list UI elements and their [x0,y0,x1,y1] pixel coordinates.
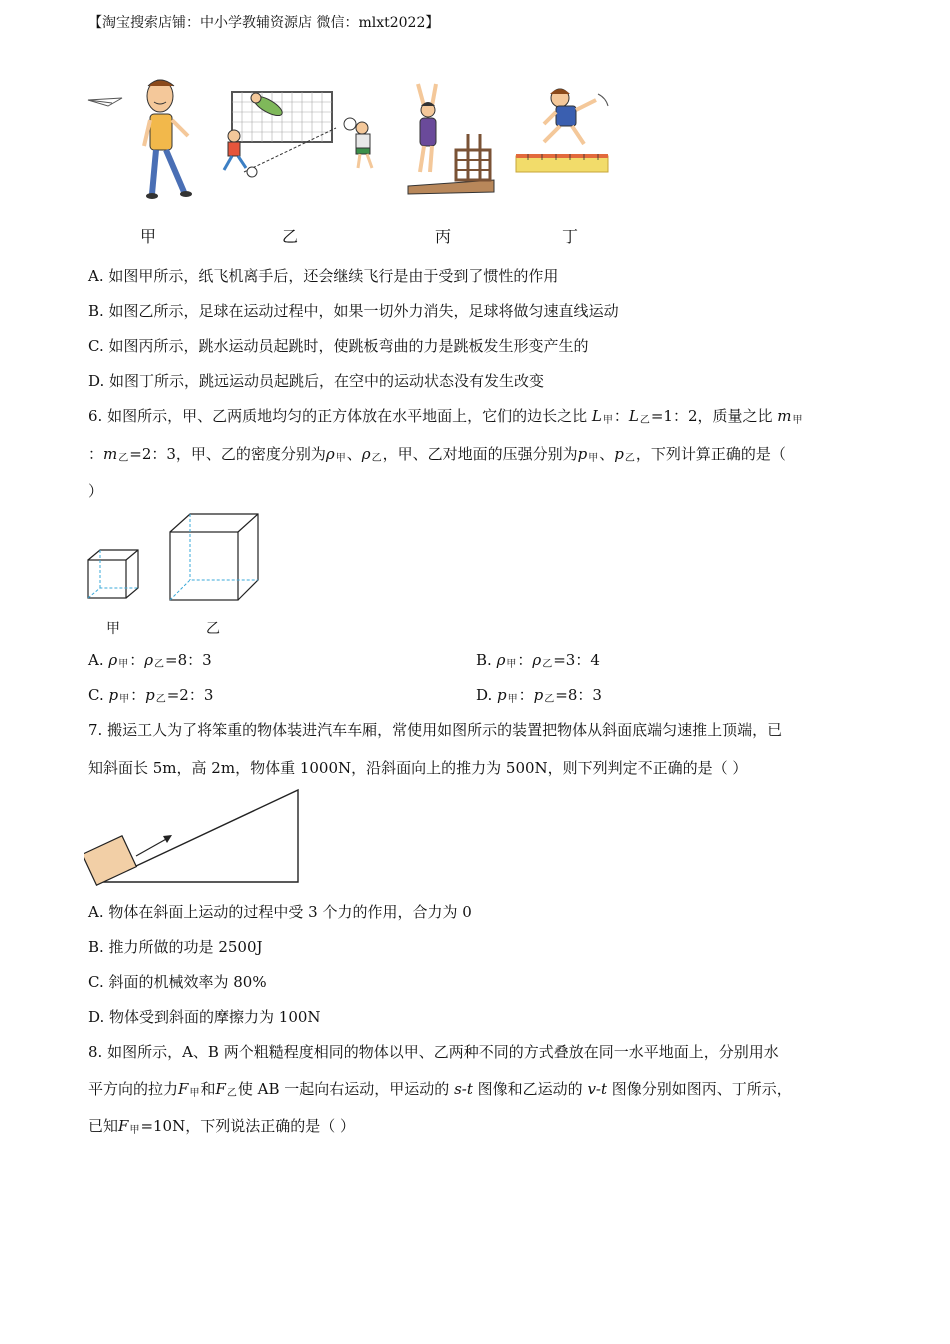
q7-stem-line1: 7. 搬运工人为了将笨重的物体装进汽车车厢，常使用如图所示的装置把物体从斜面底端匀速推上顶端，已 [88,721,783,739]
page-header: 【淘宝搜索店铺：中小学教辅资源店 微信：mlxt2022】 [88,15,440,31]
q5-option-b: B. 如图乙所示，足球在运动过程中，如果一切外力消失，足球将做匀速直线运动 [88,302,619,320]
q6-option-d: D. $p_甲$：$p_乙=8$：3 [476,686,602,705]
q7-option-b: B. 推力所做的功是 2500J [88,938,263,956]
figure-yi-soccer [210,88,390,183]
q6-stem-line3: ） [88,482,104,500]
q5-option-c: C. 如图丙所示，跳水运动员起跳时，使跳板弯曲的力是跳板发生形变产生的 [88,337,589,355]
q5-option-a: A. 如图甲所示，纸飞机离手后，还会继续飞行是由于受到了惯性的作用 [88,267,559,285]
q6-option-a: A. $\rho_甲$：$\rho_乙=8$：3 [88,651,212,670]
figure-ding-long-jump [514,84,614,180]
q7-option-a: A. 物体在斜面上运动的过程中受 3 个力的作用，合力为 0 [88,903,472,921]
cube-yi-figure [168,512,262,602]
q6-option-c: C. $p_甲$：$p_乙=2$：3 [88,686,214,705]
q7-option-d: D. 物体受到斜面的摩擦力为 100N [88,1008,321,1026]
figure-jia-paper-plane [86,76,206,206]
q8-stem-line2: 平方向的拉力$F_甲$和$F_乙$使 AB 一起向右运动，甲运动的 s-t 图像和乙运动的 v-t 图像分别如图丙、丁所示， [88,1080,792,1099]
q6-stem-line2: ：$m_乙=2$：3，甲、乙的密度分别为$\rho_甲$、$\rho_乙$，甲、乙对地面的压强分别为$p_甲$、$p_乙$，下列计算正确的是（ [88,445,786,464]
incline-figure [84,786,304,888]
cube-caption-jia: 甲 [106,621,120,637]
q7-stem-line2: 知斜面长 5m，高 2m，物体重 1000N，沿斜面向上的推力为 500N，则下列判定不正确的是（ ） [88,759,748,777]
caption-ding: 丁 [562,227,579,246]
q6-stem-line1: 6. 如图所示，甲、乙两质地均匀的正方体放在水平地面上，它们的边长之比 $L_甲$：$L_乙=1$：2，质量之比 $m_甲$ [88,407,803,426]
caption-yi: 乙 [282,227,299,246]
cube-caption-yi: 乙 [206,621,220,637]
caption-bing: 丙 [435,227,452,246]
q6-option-b: B. $\rho_甲$：$\rho_乙=3$：4 [476,651,600,670]
q8-stem-line3: 已知$F_甲=10N$，下列说法正确的是（ ） [88,1117,355,1136]
figure-bing-diving [404,80,500,200]
caption-jia: 甲 [140,227,157,246]
q7-option-c: C. 斜面的机械效率为 80% [88,973,267,991]
q8-stem-line1: 8. 如图所示，A、B 两个粗糙程度相同的物体以甲、乙两种不同的方式叠放在同一水平地面上，分别用水 [88,1043,779,1061]
q5-option-d: D. 如图丁所示，跳远运动员起跳后，在空中的运动状态没有发生改变 [88,372,545,390]
cube-jia-figure [86,548,142,602]
